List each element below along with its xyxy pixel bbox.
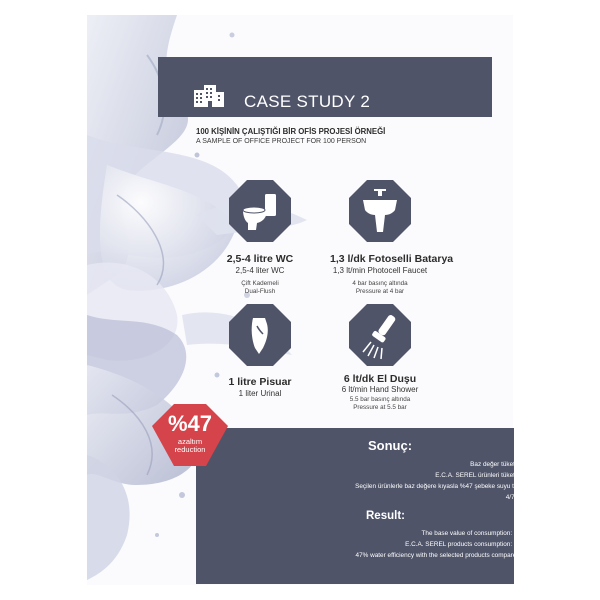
hand-shower-icon	[349, 304, 411, 366]
product-shower-detail-en: Pressure at 5.5 bar	[353, 404, 407, 411]
building-icon	[193, 84, 225, 108]
result-en-title: Result:	[366, 510, 405, 522]
product-wc-detail-tr: Çift Kademeli	[241, 280, 279, 287]
reduction-label-en: reduction	[174, 445, 206, 454]
product-faucet-subtitle: 1,3 lt/min Photocell Faucet	[332, 266, 428, 275]
result-panel	[196, 428, 514, 584]
result-tr-title: Sonuç:	[368, 438, 413, 453]
reduction-percent: %47	[167, 411, 213, 436]
product-wc-title: 2,5-4 litre WC	[226, 253, 294, 265]
result-tr-line-4: 4/7 puan kazanılmıştır.	[505, 494, 570, 501]
subtitle-english: A SAMPLE OF OFFICE PROJECT FOR 100 PERSON	[196, 138, 367, 145]
reduction-label-tr: azaltım	[177, 437, 203, 446]
product-urinal-title: 1 litre Pisuar	[228, 376, 292, 388]
result-tr-line-2: E.C.A. SEREL ürünleri tüketimi: 327,600 litre/yıl	[435, 472, 570, 479]
sink-faucet-icon	[349, 180, 411, 242]
result-tr-line-1: Baz değer tüketimi: 616,291 litre/yıl	[470, 461, 570, 468]
result-en-line-2: E.C.A. SEREL products consumption: 327.600 liters / year	[405, 541, 570, 548]
toilet-icon	[229, 180, 291, 242]
product-shower-detail-tr: 5.5 bar basınç altında	[349, 396, 411, 403]
product-faucet-detail-en: Pressure at 4 bar	[355, 288, 405, 295]
product-faucet-title: 1,3 l/dk Fotoselli Batarya	[330, 253, 454, 265]
product-shower-subtitle: 6 lt/min Hand Shower	[341, 385, 419, 394]
product-shower-title: 6 lt/dk El Duşu	[343, 373, 417, 385]
page-title: CASE STUDY 2	[244, 92, 371, 111]
product-urinal-subtitle: 1 liter Urinal	[238, 389, 282, 398]
urinal-icon	[229, 304, 291, 366]
product-wc-subtitle: 2,5-4 liter WC	[235, 266, 285, 275]
result-en-line-1: The base value of consumption: 616,291 liters / year	[421, 530, 570, 537]
product-wc-detail-en: Dual-Flush	[244, 288, 276, 295]
result-en-line-4: 4/7 points gained.	[519, 563, 570, 570]
subtitle-turkish: 100 KİŞİNİN ÇALIŞTIĞI BİR OFİS PROJESİ ÖRNEĞİ	[196, 127, 386, 136]
product-faucet-detail-tr: 4 bar basınç altında	[352, 280, 408, 287]
result-tr-line-3: Seçilen ürünlerle baz değere kıyasla %47 şebeke suyu tasarrufu yapılmıştır.	[355, 483, 570, 490]
result-en-line-3: 47% water efficiency with the selected products compared to baseline water	[355, 552, 570, 559]
